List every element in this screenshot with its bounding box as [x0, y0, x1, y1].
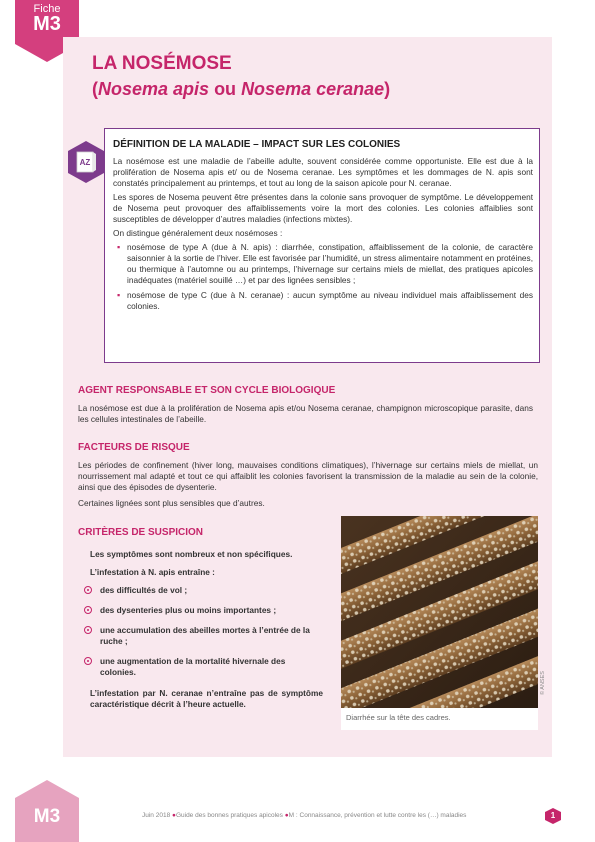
bullet-icon [84, 657, 92, 665]
agent-text: La nosémose est due à la prolifération de Nosema apis et/ou Nosema ceranae, champignon microscopique parasite, dans les cellules intestinales de l’abeille. [78, 403, 533, 424]
suspicion-block [78, 549, 323, 717]
suspicion-heading: CRITÈRES DE SUSPICION [78, 527, 204, 538]
definition-box [104, 128, 540, 363]
definition-body [113, 156, 533, 316]
fiche-code: M3 [33, 13, 61, 35]
suspicion-lead: L’infestation à N. apis entraîne : [90, 567, 215, 577]
dictionary-icon-label: AZ [79, 158, 91, 167]
list-item: ▪ nosémose de type C (due à N. ceranae) : aucun symptôme au niveau individuel mais affaiblissement des colonies. [117, 290, 533, 312]
definition-paragraph-1: La nosémose est une maladie de l’abeille adulte, souvent considérée comme opportuniste. Elle est due à la prolifération de Nosema apis et/ ou de Nosema ceranae. Les symptômes et les dommages de N. apis sont constatés principalement au printemps, et tout au long de la saison apicole pour N. ceranae. [113, 156, 533, 188]
definition-list [117, 242, 533, 312]
list-item: une augmentation de la mortalité hivernale des colonies. [84, 656, 323, 678]
risk-heading: FACTEURS DE RISQUE [78, 442, 190, 453]
definition-paragraph-3: On distingue généralement deux nosémoses : [113, 228, 283, 238]
suspicion-list [84, 585, 323, 678]
list-item: des dysenteries plus ou moins importantes ; [84, 605, 323, 616]
page-subtitle: (Nosema apis ou Nosema ceranae) [92, 79, 391, 99]
risk-text: Les périodes de confinement (hiver long, mauvaises conditions climatiques), l’hivernage sur certains miels de miellat, un nourrissement mal adapté et tout ce qui affaiblit les colonies favorisent la transmission de la maladie au sein de la colonie, ainsi que des épisodes de dysenterie. [78, 460, 538, 492]
list-item: des difficultés de vol ; [84, 585, 323, 596]
photo-caption: Diarrhée sur la tête des cadres. [346, 713, 451, 722]
definition-paragraph-2: Les spores de Nosema peuvent être présentes dans la colonie sans provoquer de symptôme. Le développement de Nosema peut provoquer des affaiblissements voire la mort des colonies. Les colonies affaiblies sont susceptibles de développer d’autres maladies (infections mixtes). [113, 192, 533, 224]
page-title: LA NOSÉMOSE [92, 53, 232, 74]
species-apis: Nosema apis [98, 79, 210, 99]
dictionary-icon [66, 140, 106, 184]
suspicion-outro: L’infestation par N. ceranae n’entraîne pas de symptôme caractéristique décrit à l’heure actuelle. [90, 688, 323, 709]
definition-heading: DÉFINITION DE LA MALADIE – IMPACT SUR LES COLONIES [113, 139, 401, 150]
footer-tag [15, 780, 79, 842]
page-number-badge [545, 808, 561, 824]
footer-text: Juin 2018 ●Guide des bonnes pratiques apicoles ●M : Connaissance, prévention et lutte contre les (…) maladies [142, 812, 467, 819]
fiche-label: Fiche [33, 3, 61, 15]
page-number: 1 [550, 811, 556, 820]
bullet-icon [84, 586, 92, 594]
bullet-icon [84, 626, 92, 634]
species-ceranae: Nosema ceranae [241, 79, 385, 99]
photo-credit: © ANSES [540, 671, 546, 695]
agent-heading: AGENT RESPONSABLE ET SON CYCLE BIOLOGIQUE [78, 385, 336, 396]
risk-text-2: Certaines lignées sont plus sensibles que d’autres. [78, 498, 265, 508]
suspicion-intro: Les symptômes sont nombreux et non spécifiques. [90, 549, 293, 559]
frames-photo [341, 516, 538, 708]
footer-code: M3 [33, 806, 61, 827]
list-item: une accumulation des abeilles mortes à l’entrée de la ruche ; [84, 625, 323, 647]
bullet-icon [84, 606, 92, 614]
list-item: ▪ nosémose de type A (due à N. apis) : diarrhée, constipation, affaiblissement de la colonie, de caractère saisonnier à la sortie de l’hiver. Elle est favorisée par l’humidité, un stress alimentaire notamment en protéines, ou thermique à l’automne ou au printemps, l’hivernage sur certains miels de miellat, des pratiques apicoles inadéquates (matériel souillé …) et par des lignées sensibles ; [117, 242, 533, 286]
